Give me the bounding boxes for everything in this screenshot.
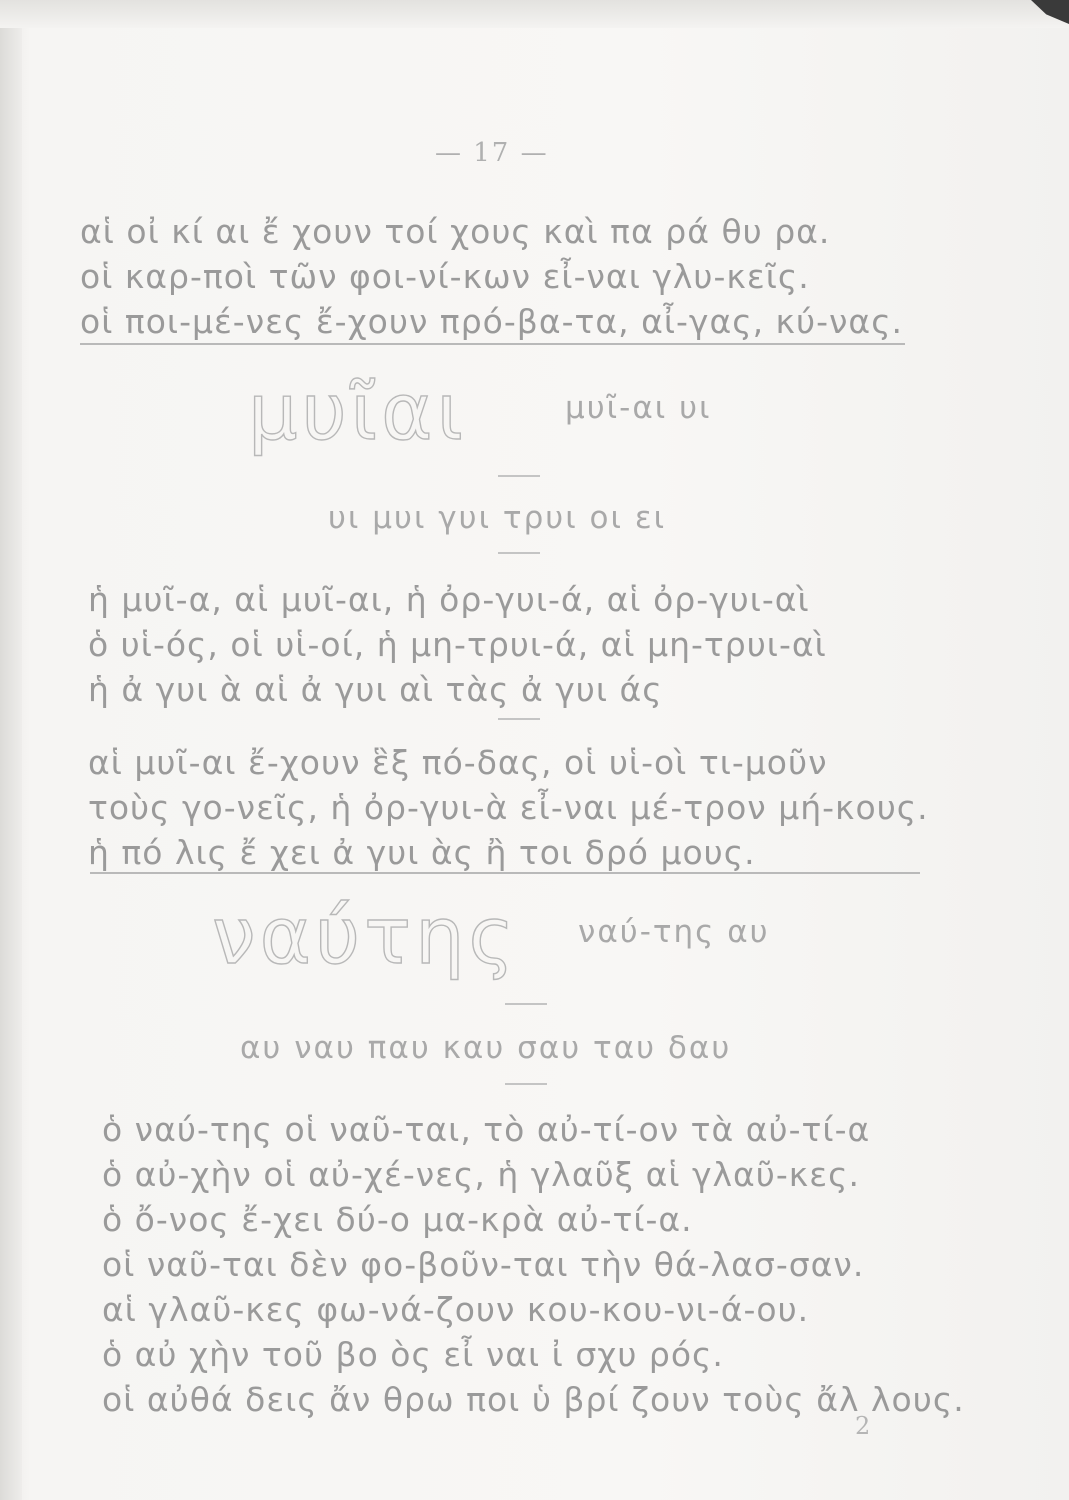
intro-line: οἱ ποι-μέ-νες ἔ-χουν πρό-βα-τα, αἶ-γας, κύ-νας. [80, 302, 904, 341]
signature-mark: 2 [855, 1412, 871, 1440]
syllable-row: υι μυι γυι τρυι οι ει [328, 500, 667, 536]
sentence-line: τοὺς γο-νεῖς, ἡ ὀρ-γυι-ὰ εἶ-ναι μέ-τρον μή-κους. [88, 788, 929, 827]
sentence-line: αἱ μυῖ-αι ἔ-χουν ἓξ πό-δας, οἱ υἱ-οὶ τι-μοῦν [88, 743, 828, 782]
headword-syllabified: ναύ-της αυ [578, 914, 770, 950]
example-line: ὁ ναύ-της οἱ ναῦ-ται, τὸ αὐ-τί-ον τὰ αὐ-τί-α [102, 1110, 871, 1149]
section-divider [90, 872, 920, 874]
short-dash [498, 718, 540, 720]
example-line: ὁ αὐ χὴν τοῦ βο ὸς εἶ ναι ἰ σχυ ρός. [102, 1335, 724, 1374]
page-top-edge [0, 0, 1069, 28]
example-line: οἱ ναῦ-ται δὲν φο-βοῦν-ται τὴν θά-λασ-σαν. [102, 1245, 865, 1284]
section-headword: ναύτης [212, 892, 519, 982]
short-dash [498, 552, 540, 554]
example-line: αἱ γλαῦ-κες φω-νά-ζουν κου-κου-νι-ά-ου. [102, 1290, 810, 1329]
example-line: ὁ υἱ-ός, οἱ υἱ-οί, ἡ μη-τρυι-ά, αἱ μη-τρυι-αὶ [88, 625, 827, 664]
headword-syllabified: μυῖ-αι υι [565, 390, 712, 426]
example-line: ἡ ἀ γυι ὰ αἱ ἀ γυι αὶ τὰς ἀ γυι άς [88, 670, 663, 709]
short-dash [505, 1083, 547, 1085]
sentence-line: ἡ πό λις ἔ χει ἀ γυι ὰς ἢ τοι δρό μους. [88, 833, 756, 872]
section-divider [80, 343, 905, 345]
short-dash [505, 1003, 547, 1005]
short-dash [498, 475, 540, 477]
intro-line: αἱ οἰ κί αι ἔ χουν τοί χους καὶ πα ρά θυ ρα. [80, 212, 831, 251]
syllable-row: αυ ναυ παυ καυ σαυ ταυ δαυ [240, 1030, 732, 1066]
page-left-edge [0, 0, 22, 1500]
example-line: ὁ αὐ-χὴν οἱ αὐ-χέ-νες, ἡ γλαῦξ αἱ γλαῦ-κες. [102, 1155, 860, 1194]
example-line: οἱ αὐθά δεις ἄν θρω ποι ὑ βρί ζουν τοὺς ἄλ λους. [102, 1380, 965, 1419]
page-number: — 17 — [435, 138, 549, 168]
example-line: ὁ ὄ-νος ἔ-χει δύ-ο μα-κρὰ αὐ-τί-α. [102, 1200, 693, 1239]
intro-line: οἱ καρ-ποὶ τῶν φοι-νί-κων εἶ-ναι γλυ-κεῖς. [80, 257, 810, 296]
example-line: ἡ μυῖ-α, αἱ μυῖ-αι, ἡ ὀρ-γυι-ά, αἱ ὀρ-γυι-αὶ [88, 580, 810, 619]
section-headword: μυῖαι [248, 368, 467, 458]
